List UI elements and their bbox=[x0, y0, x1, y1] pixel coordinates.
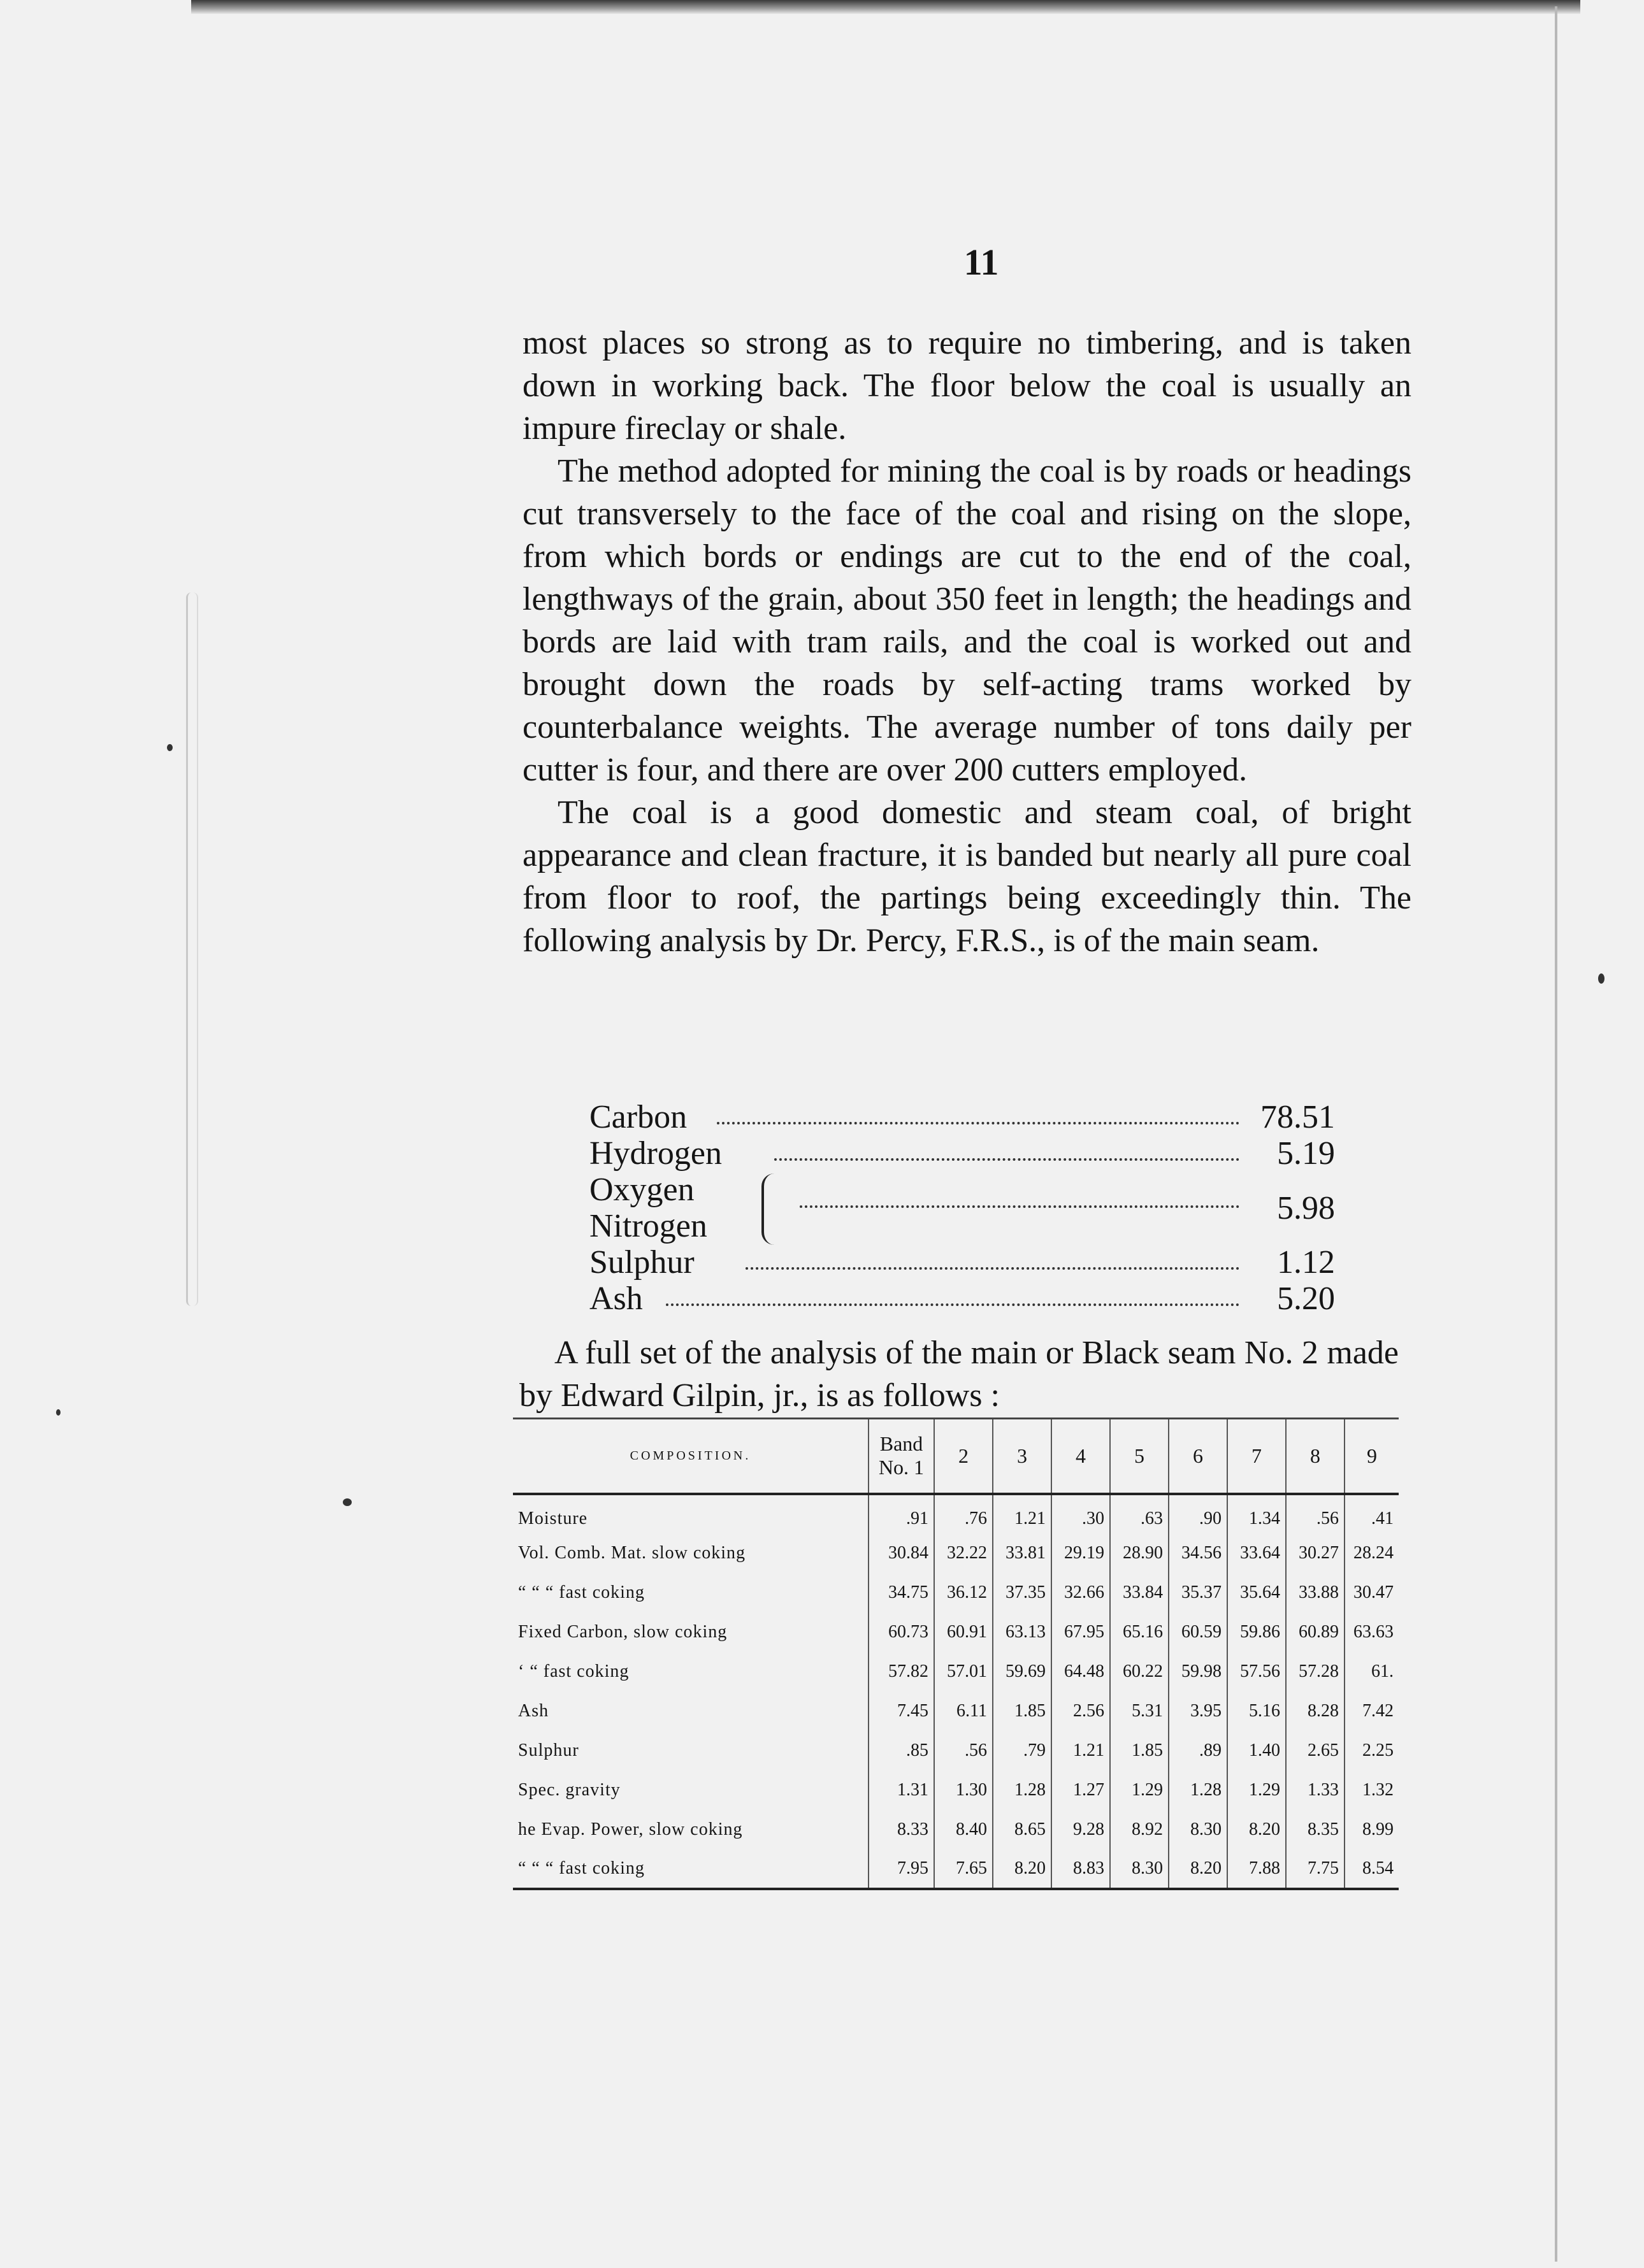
table-cell: 35.37 bbox=[1169, 1573, 1227, 1612]
table-cell: 28.24 bbox=[1345, 1533, 1399, 1573]
table-cell: 2.56 bbox=[1051, 1691, 1110, 1731]
table-cell: 5.16 bbox=[1227, 1691, 1286, 1731]
analysis-label: Carbon bbox=[589, 1099, 688, 1135]
table-cell: 8.65 bbox=[993, 1810, 1051, 1849]
table-cell: 7.88 bbox=[1227, 1849, 1286, 1889]
dot-leader bbox=[774, 1158, 1239, 1161]
table-cell: 37.35 bbox=[993, 1573, 1051, 1612]
column-header: 9 bbox=[1345, 1419, 1399, 1494]
scan-right-edge bbox=[1555, 6, 1557, 2262]
analysis-label: Hydrogen bbox=[589, 1135, 722, 1172]
table-cell: 34.75 bbox=[869, 1573, 934, 1612]
table-cell: 57.28 bbox=[1286, 1652, 1345, 1691]
dot-leader bbox=[666, 1303, 1239, 1306]
table-cell: 36.12 bbox=[934, 1573, 993, 1612]
table-cell: 6.11 bbox=[934, 1691, 993, 1731]
table-row bbox=[513, 1573, 1399, 1612]
column-header: 5 bbox=[1110, 1419, 1169, 1494]
table-cell: 1.85 bbox=[993, 1691, 1051, 1731]
table-cell: 59.69 bbox=[993, 1652, 1051, 1691]
table-cell: 8.35 bbox=[1286, 1810, 1345, 1849]
analysis-value: 5.19 bbox=[1277, 1135, 1335, 1172]
analysis-row bbox=[589, 1172, 1335, 1209]
table-cell: 32.66 bbox=[1051, 1573, 1110, 1612]
table-cell: 1.28 bbox=[993, 1770, 1051, 1810]
table-cell: 9.28 bbox=[1051, 1810, 1110, 1849]
table-cell: 1.28 bbox=[1169, 1770, 1227, 1810]
table-cell: 1.27 bbox=[1051, 1770, 1110, 1810]
table-cell: 8.83 bbox=[1051, 1849, 1110, 1889]
table-cell: 7.95 bbox=[869, 1849, 934, 1889]
analysis-value: 5.98 bbox=[1277, 1190, 1335, 1226]
table-cell: 57.82 bbox=[869, 1652, 934, 1691]
analysis-row bbox=[589, 1135, 1335, 1172]
column-header: 3 bbox=[993, 1419, 1051, 1494]
binding-mark bbox=[186, 592, 198, 1306]
table-cell: 30.47 bbox=[1345, 1573, 1399, 1612]
table-cell: 30.84 bbox=[869, 1533, 934, 1573]
table-cell: 33.81 bbox=[993, 1533, 1051, 1573]
table-cell: 1.30 bbox=[934, 1770, 993, 1810]
table-cell: 7.45 bbox=[869, 1691, 934, 1731]
gilpin-analysis-table bbox=[513, 1418, 1399, 1890]
table-row bbox=[513, 1691, 1399, 1731]
row-label: he Evap. Power, slow coking bbox=[518, 1819, 743, 1839]
table-cell: 2.65 bbox=[1286, 1731, 1345, 1770]
ink-speck bbox=[167, 744, 173, 751]
table-cell: 1.31 bbox=[869, 1770, 934, 1810]
table-cell: 60.73 bbox=[869, 1612, 934, 1652]
table-intro bbox=[519, 1331, 1399, 1417]
table-cell: 1.40 bbox=[1227, 1731, 1286, 1770]
table-row bbox=[513, 1652, 1399, 1691]
table-cell: 7.42 bbox=[1345, 1691, 1399, 1731]
table-cell: .79 bbox=[993, 1731, 1051, 1770]
table-cell: 28.90 bbox=[1110, 1533, 1169, 1573]
table-cell: 8.20 bbox=[1227, 1810, 1286, 1849]
row-label: “ “ “ fast coking bbox=[518, 1582, 645, 1602]
table-cell: .63 bbox=[1110, 1494, 1169, 1533]
table-cell: 1.34 bbox=[1227, 1494, 1286, 1533]
table-cell: 8.92 bbox=[1110, 1810, 1169, 1849]
table-cell: 8.20 bbox=[993, 1849, 1051, 1889]
table-cell: 8.20 bbox=[1169, 1849, 1227, 1889]
table-cell: 59.98 bbox=[1169, 1652, 1227, 1691]
scan-top-edge bbox=[191, 0, 1580, 14]
table-cell: 2.25 bbox=[1345, 1731, 1399, 1770]
table-cell: 60.91 bbox=[934, 1612, 993, 1652]
dot-leader bbox=[746, 1267, 1239, 1270]
table-cell: .30 bbox=[1051, 1494, 1110, 1533]
table-cell: 65.16 bbox=[1110, 1612, 1169, 1652]
table-intro-text: A full set of the analysis of the main or Black seam No. 2 made by Edward Gilpin, jr., is as follows : bbox=[519, 1335, 1399, 1414]
table-cell: 7.75 bbox=[1286, 1849, 1345, 1889]
row-label: Spec. gravity bbox=[518, 1779, 621, 1800]
paragraph: most places so strong as to require no timbering, and is taken down in working back. The floor below the coal is usually an impure fireclay or shale. bbox=[523, 325, 1411, 447]
table-row bbox=[513, 1810, 1399, 1849]
table-cell: .76 bbox=[934, 1494, 993, 1533]
dot-leader bbox=[800, 1205, 1239, 1208]
table-cell: 60.89 bbox=[1286, 1612, 1345, 1652]
table-row bbox=[513, 1612, 1399, 1652]
table-cell: 60.59 bbox=[1169, 1612, 1227, 1652]
table-cell: 1.85 bbox=[1110, 1731, 1169, 1770]
row-label: “ “ “ fast coking bbox=[513, 1849, 869, 1889]
table-cell: .56 bbox=[1286, 1494, 1345, 1533]
column-header: 4 bbox=[1051, 1419, 1110, 1494]
analysis-table bbox=[513, 1418, 1399, 1940]
table-cell: 60.22 bbox=[1110, 1652, 1169, 1691]
table-cell: 30.27 bbox=[1286, 1533, 1345, 1573]
row-label: ‘ “ fast coking bbox=[518, 1661, 630, 1681]
table-cell: .89 bbox=[1169, 1731, 1227, 1770]
analysis-label: Oxygen bbox=[589, 1172, 695, 1208]
table-header-row bbox=[513, 1419, 1399, 1494]
ink-speck bbox=[343, 1498, 352, 1506]
table-cell: 67.95 bbox=[1051, 1612, 1110, 1652]
table-cell: .56 bbox=[934, 1731, 993, 1770]
analysis-value: 1.12 bbox=[1277, 1244, 1335, 1281]
table-cell: 8.40 bbox=[934, 1810, 993, 1849]
table-cell: 8.33 bbox=[869, 1810, 934, 1849]
table-cell: .90 bbox=[1169, 1494, 1227, 1533]
table-row bbox=[513, 1731, 1399, 1770]
table-cell: 32.22 bbox=[934, 1533, 993, 1573]
table-cell: 64.48 bbox=[1051, 1652, 1110, 1691]
table-cell: .85 bbox=[869, 1731, 934, 1770]
ink-speck bbox=[1598, 973, 1604, 984]
row-label: Sulphur bbox=[518, 1740, 579, 1760]
table-row bbox=[513, 1494, 1399, 1533]
table-body bbox=[513, 1494, 1399, 1889]
table-cell: .41 bbox=[1345, 1494, 1399, 1533]
table-cell: 8.54 bbox=[1345, 1849, 1399, 1889]
table-cell: 29.19 bbox=[1051, 1533, 1110, 1573]
analysis-label: Sulphur bbox=[589, 1244, 695, 1281]
table-cell: 63.13 bbox=[993, 1612, 1051, 1652]
paragraph: The method adopted for mining the coal is by roads or headings cut transversely to the face of the coal and rising on the slope, from which bords or endings are cut to the end of the coal, lengthways of the grain, about 350 feet in length; the headings and bords are laid with tram rails, and the coal is worked out and brought down the roads by self-acting trams worked by counterbalance weights. The average number of tons daily per cutter is four, and there are over 200 cutters employed. bbox=[523, 453, 1411, 788]
table-cell: 3.95 bbox=[1169, 1691, 1227, 1731]
ink-speck bbox=[56, 1409, 61, 1416]
row-label: Moisture bbox=[518, 1508, 588, 1528]
table-cell: 33.88 bbox=[1286, 1573, 1345, 1612]
row-label: Fixed Carbon, slow coking bbox=[518, 1621, 728, 1642]
analysis-value: 78.51 bbox=[1260, 1099, 1335, 1135]
analysis-row bbox=[589, 1244, 1335, 1281]
row-label: Ash bbox=[518, 1700, 549, 1721]
table-cell: 1.21 bbox=[1051, 1731, 1110, 1770]
table-row bbox=[513, 1770, 1399, 1810]
table-cell: 59.86 bbox=[1227, 1612, 1286, 1652]
analysis-row bbox=[589, 1281, 1335, 1317]
table-cell: .91 bbox=[869, 1494, 934, 1533]
column-header: 8 bbox=[1286, 1419, 1345, 1494]
table-cell: 57.56 bbox=[1227, 1652, 1286, 1691]
table-cell: 5.31 bbox=[1110, 1691, 1169, 1731]
table-cell: 57.01 bbox=[934, 1652, 993, 1691]
table-cell: 33.84 bbox=[1110, 1573, 1169, 1612]
column-header: 2 bbox=[934, 1419, 993, 1494]
table-cell: 1.21 bbox=[993, 1494, 1051, 1533]
body-text bbox=[523, 322, 1411, 962]
table-cell: 8.30 bbox=[1110, 1849, 1169, 1889]
table-cell: 61. bbox=[1345, 1652, 1399, 1691]
table-row bbox=[513, 1533, 1399, 1573]
column-header: COMPOSITION. bbox=[513, 1419, 869, 1494]
table-cell: 1.29 bbox=[1110, 1770, 1169, 1810]
table-cell: 1.33 bbox=[1286, 1770, 1345, 1810]
analysis-row bbox=[589, 1099, 1335, 1136]
table-cell: 63.63 bbox=[1345, 1612, 1399, 1652]
table-cell: 33.64 bbox=[1227, 1533, 1286, 1573]
table-cell: 35.64 bbox=[1227, 1573, 1286, 1612]
column-header: 7 bbox=[1227, 1419, 1286, 1494]
table-cell: 8.30 bbox=[1169, 1810, 1227, 1849]
table-cell: 7.65 bbox=[934, 1849, 993, 1889]
column-header: 6 bbox=[1169, 1419, 1227, 1494]
analysis-value: 5.20 bbox=[1277, 1281, 1335, 1317]
analysis-label: Nitrogen bbox=[589, 1208, 707, 1244]
page-number: 11 bbox=[963, 241, 999, 283]
table-row bbox=[513, 1849, 1399, 1889]
table-cell: 8.99 bbox=[1345, 1810, 1399, 1849]
dot-leader bbox=[717, 1122, 1239, 1124]
table-cell: 1.29 bbox=[1227, 1770, 1286, 1810]
paragraph: The coal is a good domestic and steam coal, of bright appearance and clean fracture, it is banded but nearly all pure coal from floor to roof, the partings being exceedingly thin. The following analysis by Dr. Percy, F.R.S., is of the main seam. bbox=[523, 794, 1411, 959]
analysis-label: Ash bbox=[589, 1281, 643, 1317]
column-header: Band No. 1 bbox=[869, 1419, 934, 1494]
table-cell: 34.56 bbox=[1169, 1533, 1227, 1573]
table-cell: 1.32 bbox=[1345, 1770, 1399, 1810]
row-label: Vol. Comb. Mat. slow coking bbox=[518, 1542, 746, 1563]
table-cell: 8.28 bbox=[1286, 1691, 1345, 1731]
brace bbox=[761, 1173, 775, 1245]
